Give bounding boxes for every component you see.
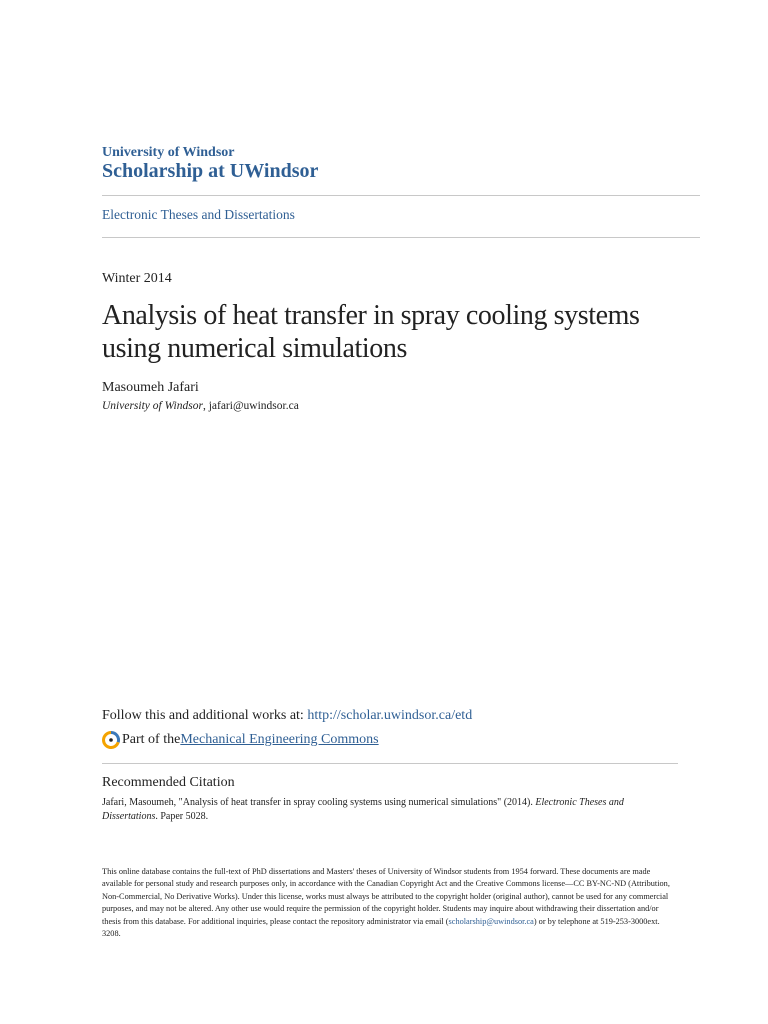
copyright-notice [102, 866, 677, 940]
affiliation-institution: University of Windsor [102, 400, 203, 412]
follow-line [102, 708, 472, 724]
citation-heading: Recommended Citation [102, 775, 235, 790]
part-of-label: Part of the [122, 732, 181, 747]
creative-commons-icon [102, 731, 120, 749]
author-affiliation [102, 400, 299, 412]
notice-text-before: This online database contains the full-text of PhD dissertations and Masters' theses of University of Windsor students from 1954 forward. These documents are made available for personal study and research purposes only, in accordance with the Canadian Copyright Act and the Creative Commons license—CC BY-NC-ND (Attribution, Non-Commercial, No Derivative Works). Under this license, works must always be attributed to the copyright holder (original author), cannot be used for any commercial purposes, and may not be altered. Any other use would require the permission of the copyright holder. Students may inquire about withdrawing their dissertation and/or thesis from this database. For additional inquiries, please contact the repository administrator via email ( [102, 867, 670, 926]
document-title: Analysis of heat transfer in spray cooling systems using numerical simulations [102, 300, 640, 364]
university-name[interactable]: University of Windsor [102, 145, 235, 160]
commons-link[interactable]: Mechanical Engineering Commons [180, 732, 379, 747]
notice-text-after: ) or by telephone at 519-253-3000ext. 3208. [102, 916, 660, 939]
citation-plain: Jafari, Masoumeh, "Analysis of heat transfer in spray cooling systems using numerical simulations" (2014). [102, 797, 536, 808]
author-name: Masoumeh Jafari [102, 380, 199, 395]
series-link[interactable]: Electronic Theses and Dissertations [102, 207, 295, 222]
divider [102, 763, 678, 764]
notice-email-link[interactable]: scholarship@uwindsor.ca [448, 916, 534, 926]
repository-name[interactable]: Scholarship at UWindsor [102, 160, 319, 182]
citation-tail: . Paper 5028. [155, 811, 209, 822]
citation-series: Electronic Theses and Dissertations [102, 797, 624, 822]
divider [102, 237, 700, 238]
citation-text [102, 796, 662, 824]
part-of-line [102, 731, 379, 749]
affiliation-email: , jafari@uwindsor.ca [202, 400, 299, 412]
divider [102, 195, 700, 196]
follow-url-link[interactable]: http://scholar.uwindsor.ca/etd [307, 708, 473, 723]
follow-label: Follow this and additional works at: [102, 708, 308, 723]
publication-date: Winter 2014 [102, 271, 172, 286]
